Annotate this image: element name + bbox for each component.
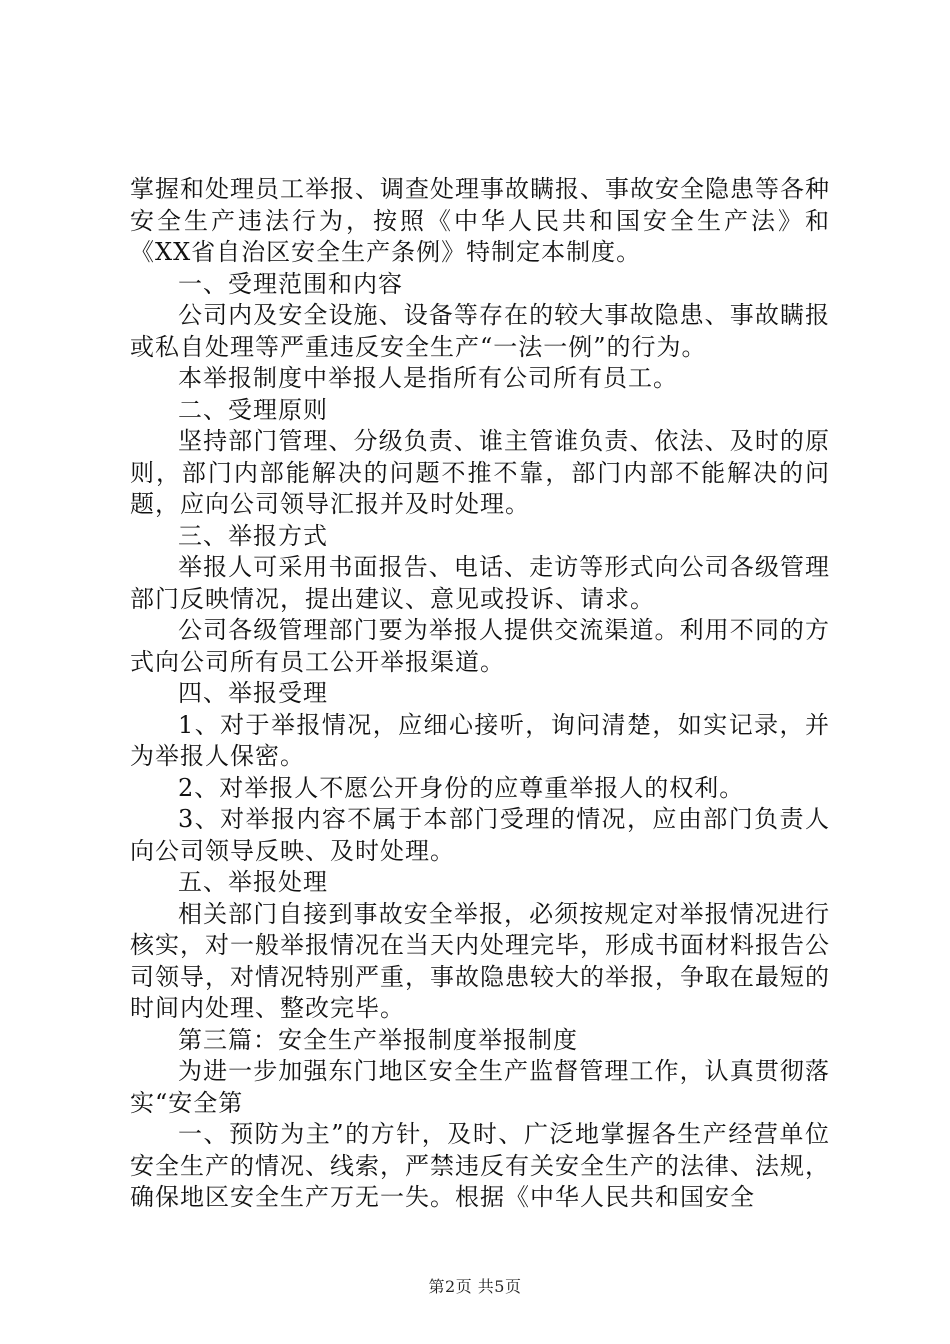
list-item: 3、对举报内容不属于本部门受理的情况，应由部门负责人向公司领导反映、及时处理。 [130, 805, 830, 865]
section-heading-4: 四、举报受理 [178, 679, 328, 707]
chapter-title: 第三篇：安全生产举报制度举报制度 [178, 1025, 578, 1054]
paragraph: 公司内及安全设施、设备等存在的较大事故隐患、事故瞒报或私自处理等严重违反安全生产“一法一例”的行为。 [130, 301, 830, 361]
section-heading-5: 五、举报处理 [178, 868, 328, 896]
document-body [130, 174, 830, 1214]
paragraph: 相关部门自接到事故安全举报，必须按规定对举报情况进行核实，对一般举报情况在当天内处理完毕，形成书面材料报告公司领导，对情况特别严重，事故隐患较大的举报，争取在最短的时间内处理、整改完毕。 [130, 899, 830, 1022]
list-item: 2、对举报人不愿公开身份的应尊重举报人的权利。 [178, 773, 745, 802]
section-heading-1: 一、受理范围和内容 [178, 269, 403, 298]
list-item: 1、对于举报情况，应细心接听，询问清楚，如实记录，并为举报人保密。 [130, 710, 830, 770]
paragraph: 坚持部门管理、分级负责、谁主管谁负责、依法、及时的原则，部门内部能解决的问题不推不靠，部门内部不能解决的问题，应向公司领导汇报并及时处理。 [130, 427, 830, 518]
paragraph: 公司各级管理部门要为举报人提供交流渠道。利用不同的方式向公司所有员工公开举报渠道。 [130, 616, 830, 676]
paragraph: 一、预防为主”的方针，及时、广泛地掌握各生产经营单位安全生产的情况、线索，严禁违反有关安全生产的法律、法规，确保地区安全生产万无一失。根据《中华人民共和国安全 [130, 1120, 830, 1211]
paragraph: 本举报制度中举报人是指所有公司所有员工。 [178, 364, 678, 392]
paragraph: 举报人可采用书面报告、电话、走访等形式向公司各级管理部门反映情况，提出建议、意见或投诉、请求。 [130, 553, 830, 613]
paragraph: 为进一步加强东门地区安全生产监督管理工作，认真贯彻落实“安全第 [130, 1057, 830, 1117]
page-number-footer: 第2页 共5页 [428, 1277, 522, 1296]
section-heading-3: 三、举报方式 [178, 521, 328, 550]
paragraph-intro: 掌握和处理员工举报、调查处理事故瞒报、事故安全隐患等各种安全生产违法行为，按照《中华人民共和国安全生产法》和《XX省自治区安全生产条例》特制定本制度。 [130, 175, 830, 266]
section-heading-2: 二、受理原则 [178, 395, 328, 424]
